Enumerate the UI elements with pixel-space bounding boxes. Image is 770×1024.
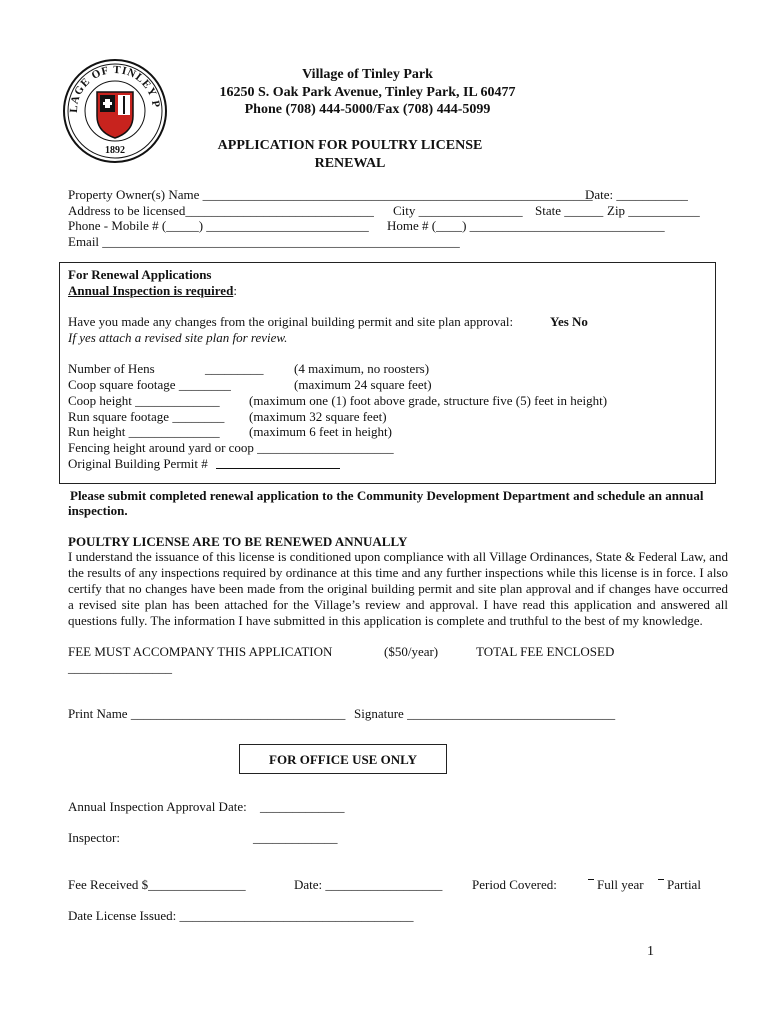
home-phone-field[interactable]: Home # (____) ______________________________ — [387, 218, 665, 233]
village-seal — [62, 58, 168, 164]
colon: : — [233, 283, 237, 298]
seal-text: LAGE OF TINLEY P — [67, 63, 162, 114]
total-fee-field[interactable]: ________________ — [68, 660, 172, 675]
period-covered-label: Period Covered: — [472, 877, 557, 892]
building-permit-line[interactable] — [216, 468, 340, 469]
fee-label: FEE MUST ACCOMPANY THIS APPLICATION — [68, 644, 333, 659]
org-name: Village of Tinley Park — [302, 67, 433, 82]
approval-date-label: Annual Inspection Approval Date: — [68, 799, 247, 814]
run-footage-field[interactable]: Run square footage ________ — [68, 409, 225, 424]
date-field[interactable]: Date: ___________ — [585, 187, 688, 202]
inspector-label: Inspector: — [68, 830, 120, 845]
form-title-line1: APPLICATION FOR POULTRY LICENSE — [217, 138, 483, 153]
coop-height-field[interactable]: Coop height _____________ — [68, 393, 220, 408]
submit-note-line2: inspection. — [68, 503, 128, 518]
coop-footage-field[interactable]: Coop square footage ________ — [68, 377, 231, 392]
owner-name-field[interactable]: Property Owner(s) Name ____________________________________________________________ — [68, 187, 593, 202]
approval-date-field[interactable]: _____________ — [260, 799, 345, 814]
yes-no-options[interactable]: Yes No — [550, 314, 588, 329]
city-field[interactable]: City ________________ — [393, 203, 523, 218]
mobile-phone-field[interactable]: Phone - Mobile # (_____) _________________________ — [68, 218, 369, 233]
hens-note: (4 maximum, no roosters) — [294, 361, 430, 376]
license-issued-field[interactable]: Date License Issued: ____________________________________ — [68, 908, 414, 923]
building-permit-label: Original Building Permit # — [68, 456, 208, 471]
seal-year: 1892 — [105, 145, 125, 156]
run-height-field[interactable]: Run height ______________ — [68, 424, 220, 439]
full-year-label: Full year — [597, 877, 644, 892]
run-height-note: (maximum 6 feet in height) — [249, 424, 392, 439]
org-phone: Phone (708) 444-5000/Fax (708) 444-5099 — [244, 102, 491, 117]
run-footage-note: (maximum 32 square feet) — [249, 409, 387, 424]
inspection-required-label: Annual Inspection is required — [68, 283, 234, 298]
office-use-title: FOR OFFICE USE ONLY — [269, 752, 417, 767]
form-title-line2: RENEWAL — [314, 156, 386, 171]
email-field[interactable]: Email _______________________________________________________ — [68, 234, 460, 249]
fencing-height-field[interactable]: Fencing height around yard or coop _____________________ — [68, 440, 394, 455]
annual-renewal-heading: POULTRY LICENSE ARE TO BE RENEWED ANNUALLY — [68, 534, 408, 549]
address-field[interactable]: Address to be licensed_____________________________ — [68, 203, 374, 218]
revised-site-plan-note: If yes attach a revised site plan for review. — [68, 330, 288, 345]
print-name-field[interactable]: Print Name _________________________________ — [68, 706, 346, 721]
zip-field[interactable]: Zip ___________ — [607, 203, 700, 218]
page-number: 1 — [647, 944, 654, 959]
hens-label: Number of Hens — [68, 361, 155, 376]
total-fee-label: TOTAL FEE ENCLOSED — [476, 644, 615, 659]
fee-amount: ($50/year) — [384, 644, 439, 659]
changes-question: Have you made any changes from the original building permit and site plan approval: — [68, 314, 514, 329]
org-address: 16250 S. Oak Park Avenue, Tinley Park, IL 60477 — [219, 85, 516, 100]
coop-height-note: (maximum one (1) foot above grade, structure five (5) feet in height) — [249, 393, 608, 408]
partial-checkbox[interactable] — [658, 879, 664, 880]
state-field[interactable]: State ______ — [535, 203, 604, 218]
partial-label: Partial — [667, 877, 701, 892]
fee-received-field[interactable]: Fee Received $_______________ — [68, 877, 246, 892]
certification-text: I understand the issuance of this license is conditioned upon compliance with all Village Ordinances, State & Federal Law, and the results of any inspections required by ordinance at this time and any further inspections while this license is in force. I also certify that no changes have been made from the original building permit and site plan approval and if changes have occurred a revised site plan has been attached for the Village’s review and approval. I have read this application and answered all questions fully. The information I have submitted in this application is complete and truthful to the best of my knowledge. — [68, 549, 728, 628]
hens-blank[interactable]: _________ — [205, 361, 264, 376]
received-date-field[interactable]: Date: __________________ — [294, 877, 443, 892]
renewal-heading: For Renewal Applications — [68, 267, 212, 282]
inspector-field[interactable]: _____________ — [253, 830, 338, 845]
signature-field[interactable]: Signature ________________________________ — [354, 706, 616, 721]
submit-note-line1: Please submit completed renewal application to the Community Development Department and schedule an annual — [70, 488, 704, 503]
full-year-checkbox[interactable] — [588, 879, 594, 880]
coop-footage-note: (maximum 24 square feet) — [294, 377, 432, 392]
